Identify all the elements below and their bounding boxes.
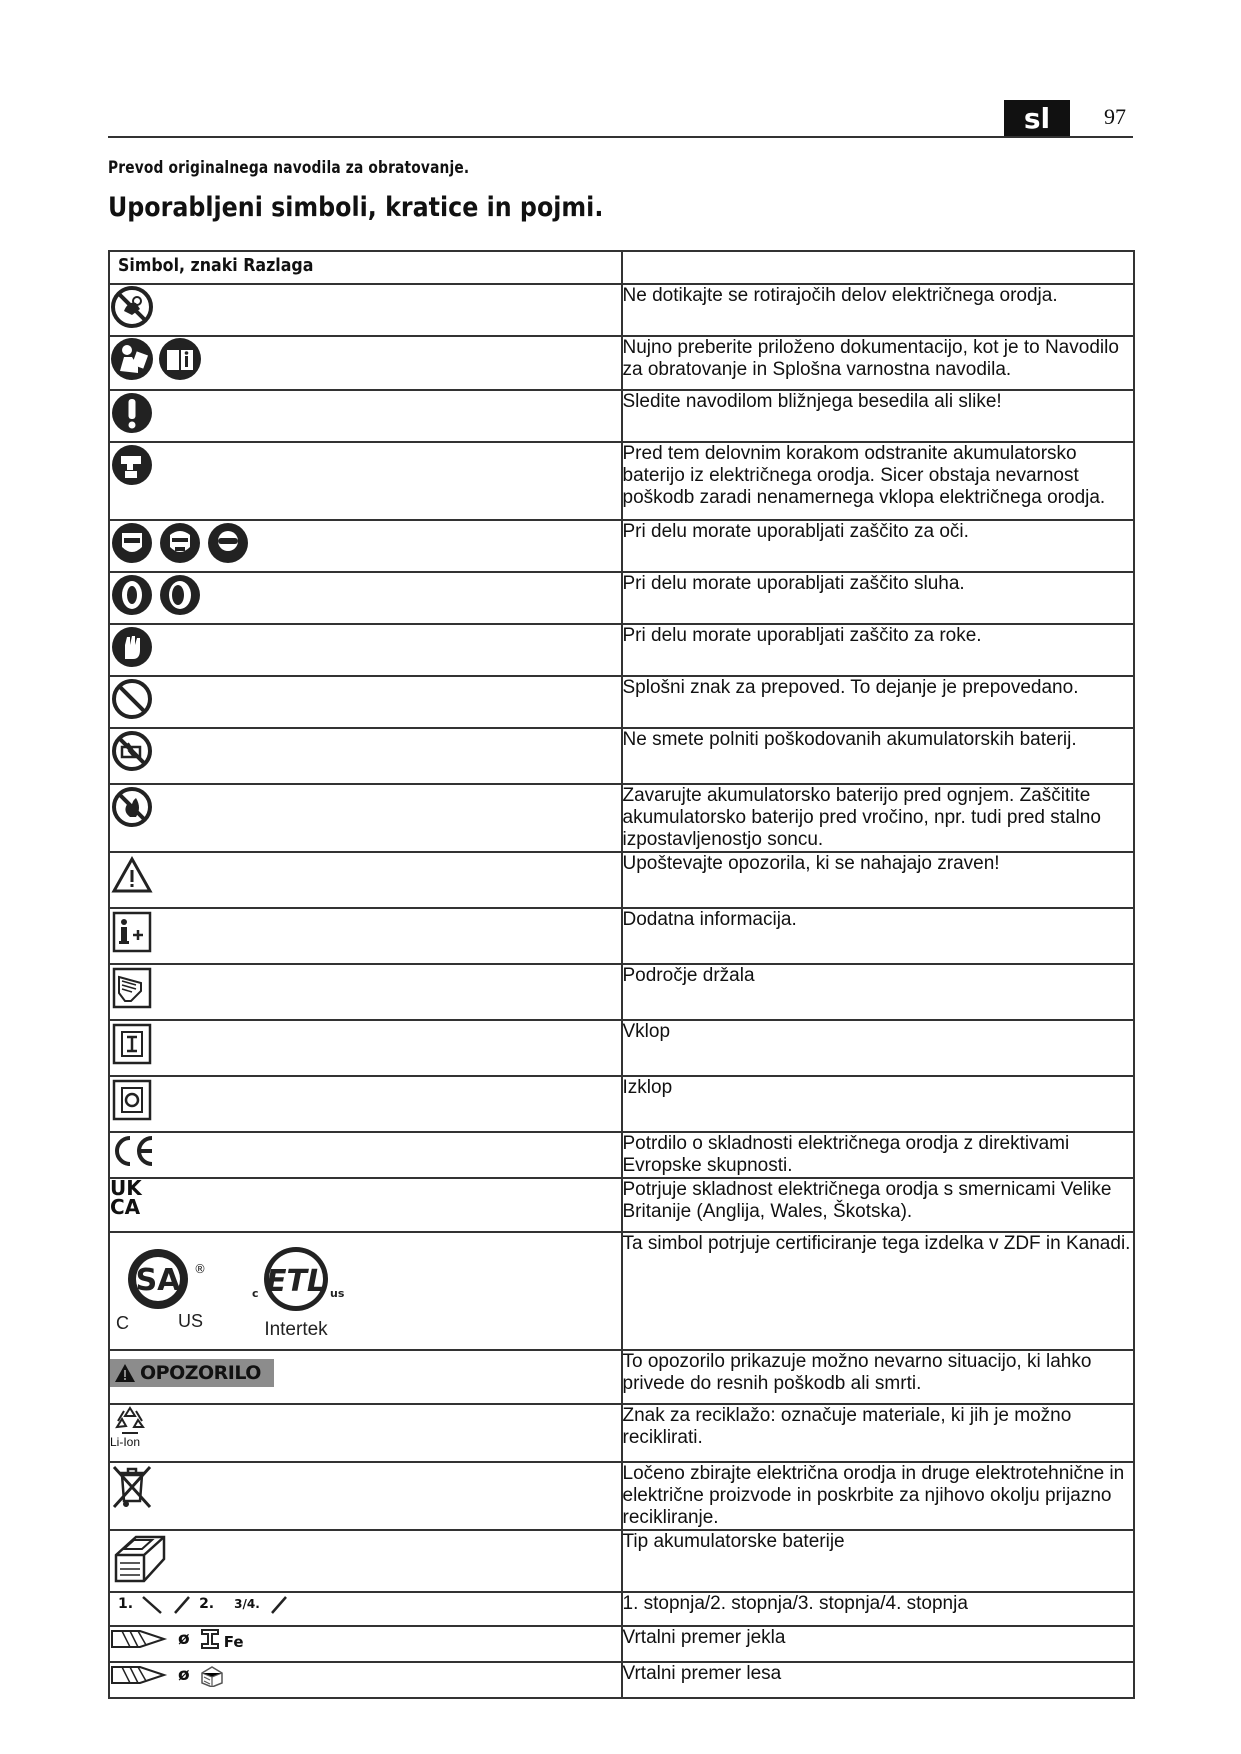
description-cell: Potrjuje skladnost električnega orodja s smernicami Velike Britanije (Anglija, Wales, Škotska). xyxy=(622,1178,1135,1232)
table-row xyxy=(109,1020,1134,1076)
exclamation-icon xyxy=(110,391,154,435)
page-number: 97 xyxy=(1104,104,1126,129)
description-cell: Pri delu morate uporabljati zaščito za roke. xyxy=(622,624,1135,676)
symbol-cell xyxy=(109,1232,622,1350)
description-cell: Pred tem delovnim korakom odstranite akumulatorsko baterijo iz električnega orodja. Sicer obstaja nevarnost poškodb zaradi nenamernega vklopa električnega orodja. xyxy=(622,442,1135,520)
description-cell: Ta simbol potrjuje certificiranje tega izdelka v ZDF in Kanadi. xyxy=(622,1232,1135,1350)
description-cell: Znak za reciklažo: označuje materiale, ki jih je možno reciklirati. xyxy=(622,1404,1135,1462)
info-plus-icon xyxy=(110,909,154,953)
symbol-cell xyxy=(109,676,622,728)
description-cell: Tip akumulatorske baterije xyxy=(622,1530,1135,1592)
no-touch-rotating-icon xyxy=(110,285,154,329)
table-row xyxy=(109,964,1134,1020)
page-title: Uporabljeni simboli, kratice in pojmi. xyxy=(108,192,604,223)
symbols-table xyxy=(108,250,1135,1699)
description-cell: Dodatna informacija. xyxy=(622,908,1135,964)
ukca-ca-text: CA xyxy=(110,1195,141,1219)
symbol-cell xyxy=(109,624,622,676)
read-manual-person-icon xyxy=(110,337,154,381)
symbol-cell xyxy=(109,572,622,624)
mask-icon xyxy=(158,521,202,565)
symbol-cell xyxy=(109,520,622,572)
drill-wood-icon xyxy=(110,1663,621,1687)
switch-off-icon xyxy=(110,1077,154,1121)
description-cell: Zavarujte akumulatorsko baterijo pred ognjem. Zaščitite akumulatorsko baterijo pred vročino, npr. tudi pred stalno izpostavljenostjo soncu. xyxy=(622,784,1135,852)
table-row xyxy=(109,520,1134,572)
description-cell: Ne smete polniti poškodovanih akumulatorskih baterij. xyxy=(622,728,1135,784)
description-cell: 1. stopnja/2. stopnja/3. stopnja/4. stopnja xyxy=(622,1592,1135,1626)
table-row xyxy=(109,676,1134,728)
csa-mark-icon xyxy=(110,1241,220,1337)
description-cell: Vrtalni premer lesa xyxy=(622,1662,1135,1698)
battery-pack-icon xyxy=(110,1531,170,1587)
svg-text:SA: SA xyxy=(135,1263,181,1298)
csa-registered-text: ® xyxy=(194,1262,206,1276)
ukca-mark-icon xyxy=(110,1176,621,1219)
table-row xyxy=(109,728,1134,784)
table-row xyxy=(109,852,1134,908)
table-row xyxy=(109,1232,1134,1350)
header-rule xyxy=(108,136,1133,138)
drill-steel-icon xyxy=(110,1627,621,1651)
steel-beam-icon xyxy=(198,1627,222,1651)
description-cell: Vrtalni premer jekla xyxy=(622,1626,1135,1662)
symbol-cell xyxy=(109,1178,622,1232)
table-row xyxy=(109,1530,1134,1592)
description-cell: Pri delu morate uporabljati zaščito za oči. xyxy=(622,520,1135,572)
description-cell: Izklop xyxy=(622,1076,1135,1132)
symbol-cell xyxy=(109,390,622,442)
etl-c-text: c xyxy=(252,1287,259,1300)
drill-bit-icon xyxy=(110,1627,170,1651)
svg-text:ETL: ETL xyxy=(265,1264,327,1299)
face-shield-icon xyxy=(110,521,154,565)
table-row xyxy=(109,442,1134,520)
warning-triangle-icon xyxy=(110,853,154,897)
remove-battery-icon xyxy=(110,443,154,487)
no-fire-battery-icon xyxy=(110,785,154,829)
table-header-row xyxy=(109,251,1134,284)
language-badge: sl xyxy=(1004,100,1070,136)
table-row xyxy=(109,1404,1134,1462)
diameter-symbol: ø xyxy=(178,1665,190,1685)
symbol-cell xyxy=(109,442,622,520)
column-header-label: Simbol, znaki Razlaga xyxy=(118,255,314,276)
symbol-cell xyxy=(109,1592,622,1626)
weee-bin-icon xyxy=(110,1463,154,1511)
symbol-cell xyxy=(109,1404,622,1462)
symbol-cell xyxy=(109,964,622,1020)
speed-stages-icon xyxy=(110,1593,621,1615)
symbol-cell xyxy=(109,1462,622,1530)
li-ion-text: Li-Ion xyxy=(110,1435,141,1449)
etl-intertek-mark-icon xyxy=(246,1239,346,1339)
description-cell: Upoštevajte opozorila, ki se nahajajo zraven! xyxy=(622,852,1135,908)
fe-text: Fe xyxy=(223,1633,244,1651)
description-cell: Splošni znak za prepoved. To dejanje je prepovedano. xyxy=(622,676,1135,728)
description-cell: Ne dotikajte se rotirajočih delov električnega orodja. xyxy=(622,284,1135,336)
symbol-cell xyxy=(109,284,622,336)
earmuff-icon xyxy=(110,573,154,617)
intertek-text: Intertek xyxy=(264,1319,328,1339)
description-cell: Vklop xyxy=(622,1020,1135,1076)
document-subtitle: Prevod originalnega navodila za obratovanje. xyxy=(108,158,470,178)
description-cell: Pri delu morate uporabljati zaščito sluha. xyxy=(622,572,1135,624)
warning-label-text: OPOZORILO xyxy=(140,1362,261,1384)
column-header-empty xyxy=(622,251,1135,284)
description-cell: Nujno preberite priloženo dokumentacijo, kot je to Navodilo za obratovanje in Splošna varnostna navodila. xyxy=(622,336,1135,390)
ce-mark-icon xyxy=(110,1133,156,1169)
earplug-icon xyxy=(158,573,202,617)
symbol-cell xyxy=(109,1530,622,1592)
warning-label-triangle-icon xyxy=(114,1363,136,1383)
symbol-cell xyxy=(109,1020,622,1076)
symbol-cell xyxy=(109,336,622,390)
table-row xyxy=(109,572,1134,624)
csa-c-text: C xyxy=(116,1313,129,1333)
stage-1-line-icon xyxy=(139,1593,165,1615)
table-row xyxy=(109,1662,1134,1698)
stage-2-line-icon xyxy=(171,1593,193,1615)
table-row xyxy=(109,1350,1134,1404)
table-row xyxy=(109,1592,1134,1626)
recycle-li-ion-icon xyxy=(110,1405,150,1439)
info-book-icon xyxy=(158,337,202,381)
stage-1-text: 1. xyxy=(118,1596,134,1612)
prohibition-icon xyxy=(110,677,154,721)
symbol-cell xyxy=(109,908,622,964)
warning-label-icon xyxy=(110,1359,274,1387)
table-row xyxy=(109,1462,1134,1530)
table-row xyxy=(109,1178,1134,1232)
symbol-cell xyxy=(109,1076,622,1132)
stage-34-text: 3/4. xyxy=(234,1597,260,1611)
symbol-cell xyxy=(109,1350,622,1404)
table-row xyxy=(109,390,1134,442)
table-row xyxy=(109,1132,1134,1178)
column-header xyxy=(109,251,622,284)
csa-us-text: US xyxy=(178,1311,204,1331)
table-row xyxy=(109,284,1134,336)
no-charge-damaged-battery-icon xyxy=(110,729,154,773)
table-row xyxy=(109,336,1134,390)
stage-4-line-icon xyxy=(266,1593,290,1615)
symbol-cell xyxy=(109,784,622,852)
stage-2-text: 2. xyxy=(199,1596,215,1612)
table-row xyxy=(109,1076,1134,1132)
grip-area-icon xyxy=(110,965,154,1009)
description-cell: Potrdilo o skladnosti električnega orodja z direktivami Evropske skupnosti. xyxy=(622,1132,1135,1178)
diameter-symbol: ø xyxy=(178,1629,190,1649)
symbol-cell xyxy=(109,728,622,784)
symbol-cell xyxy=(109,1662,622,1698)
table-row xyxy=(109,908,1134,964)
goggles-icon xyxy=(206,521,250,565)
table-row xyxy=(109,624,1134,676)
description-cell: Ločeno zbirajte električna orodja in druge elektrotehnične in električne proizvode in poskrbite za njihovo okolju prijazno recikliranje. xyxy=(622,1462,1135,1530)
table-row xyxy=(109,784,1134,852)
drill-bit-icon xyxy=(110,1663,170,1687)
description-cell: Področje držala xyxy=(622,964,1135,1020)
table-row xyxy=(109,1626,1134,1662)
etl-us-text: us xyxy=(330,1287,345,1300)
symbol-cell xyxy=(109,852,622,908)
symbol-cell xyxy=(109,1626,622,1662)
wood-block-icon xyxy=(198,1663,226,1687)
switch-on-icon xyxy=(110,1021,154,1065)
description-cell: Sledite navodilom bližnjega besedila ali slike! xyxy=(622,390,1135,442)
ukca-uk-text: UK xyxy=(110,1176,142,1200)
glove-icon xyxy=(110,625,154,669)
symbol-cell xyxy=(109,1132,622,1178)
description-cell: To opozorilo prikazuje možno nevarno situacijo, ki lahko privede do resnih poškodb ali smrti. xyxy=(622,1350,1135,1404)
